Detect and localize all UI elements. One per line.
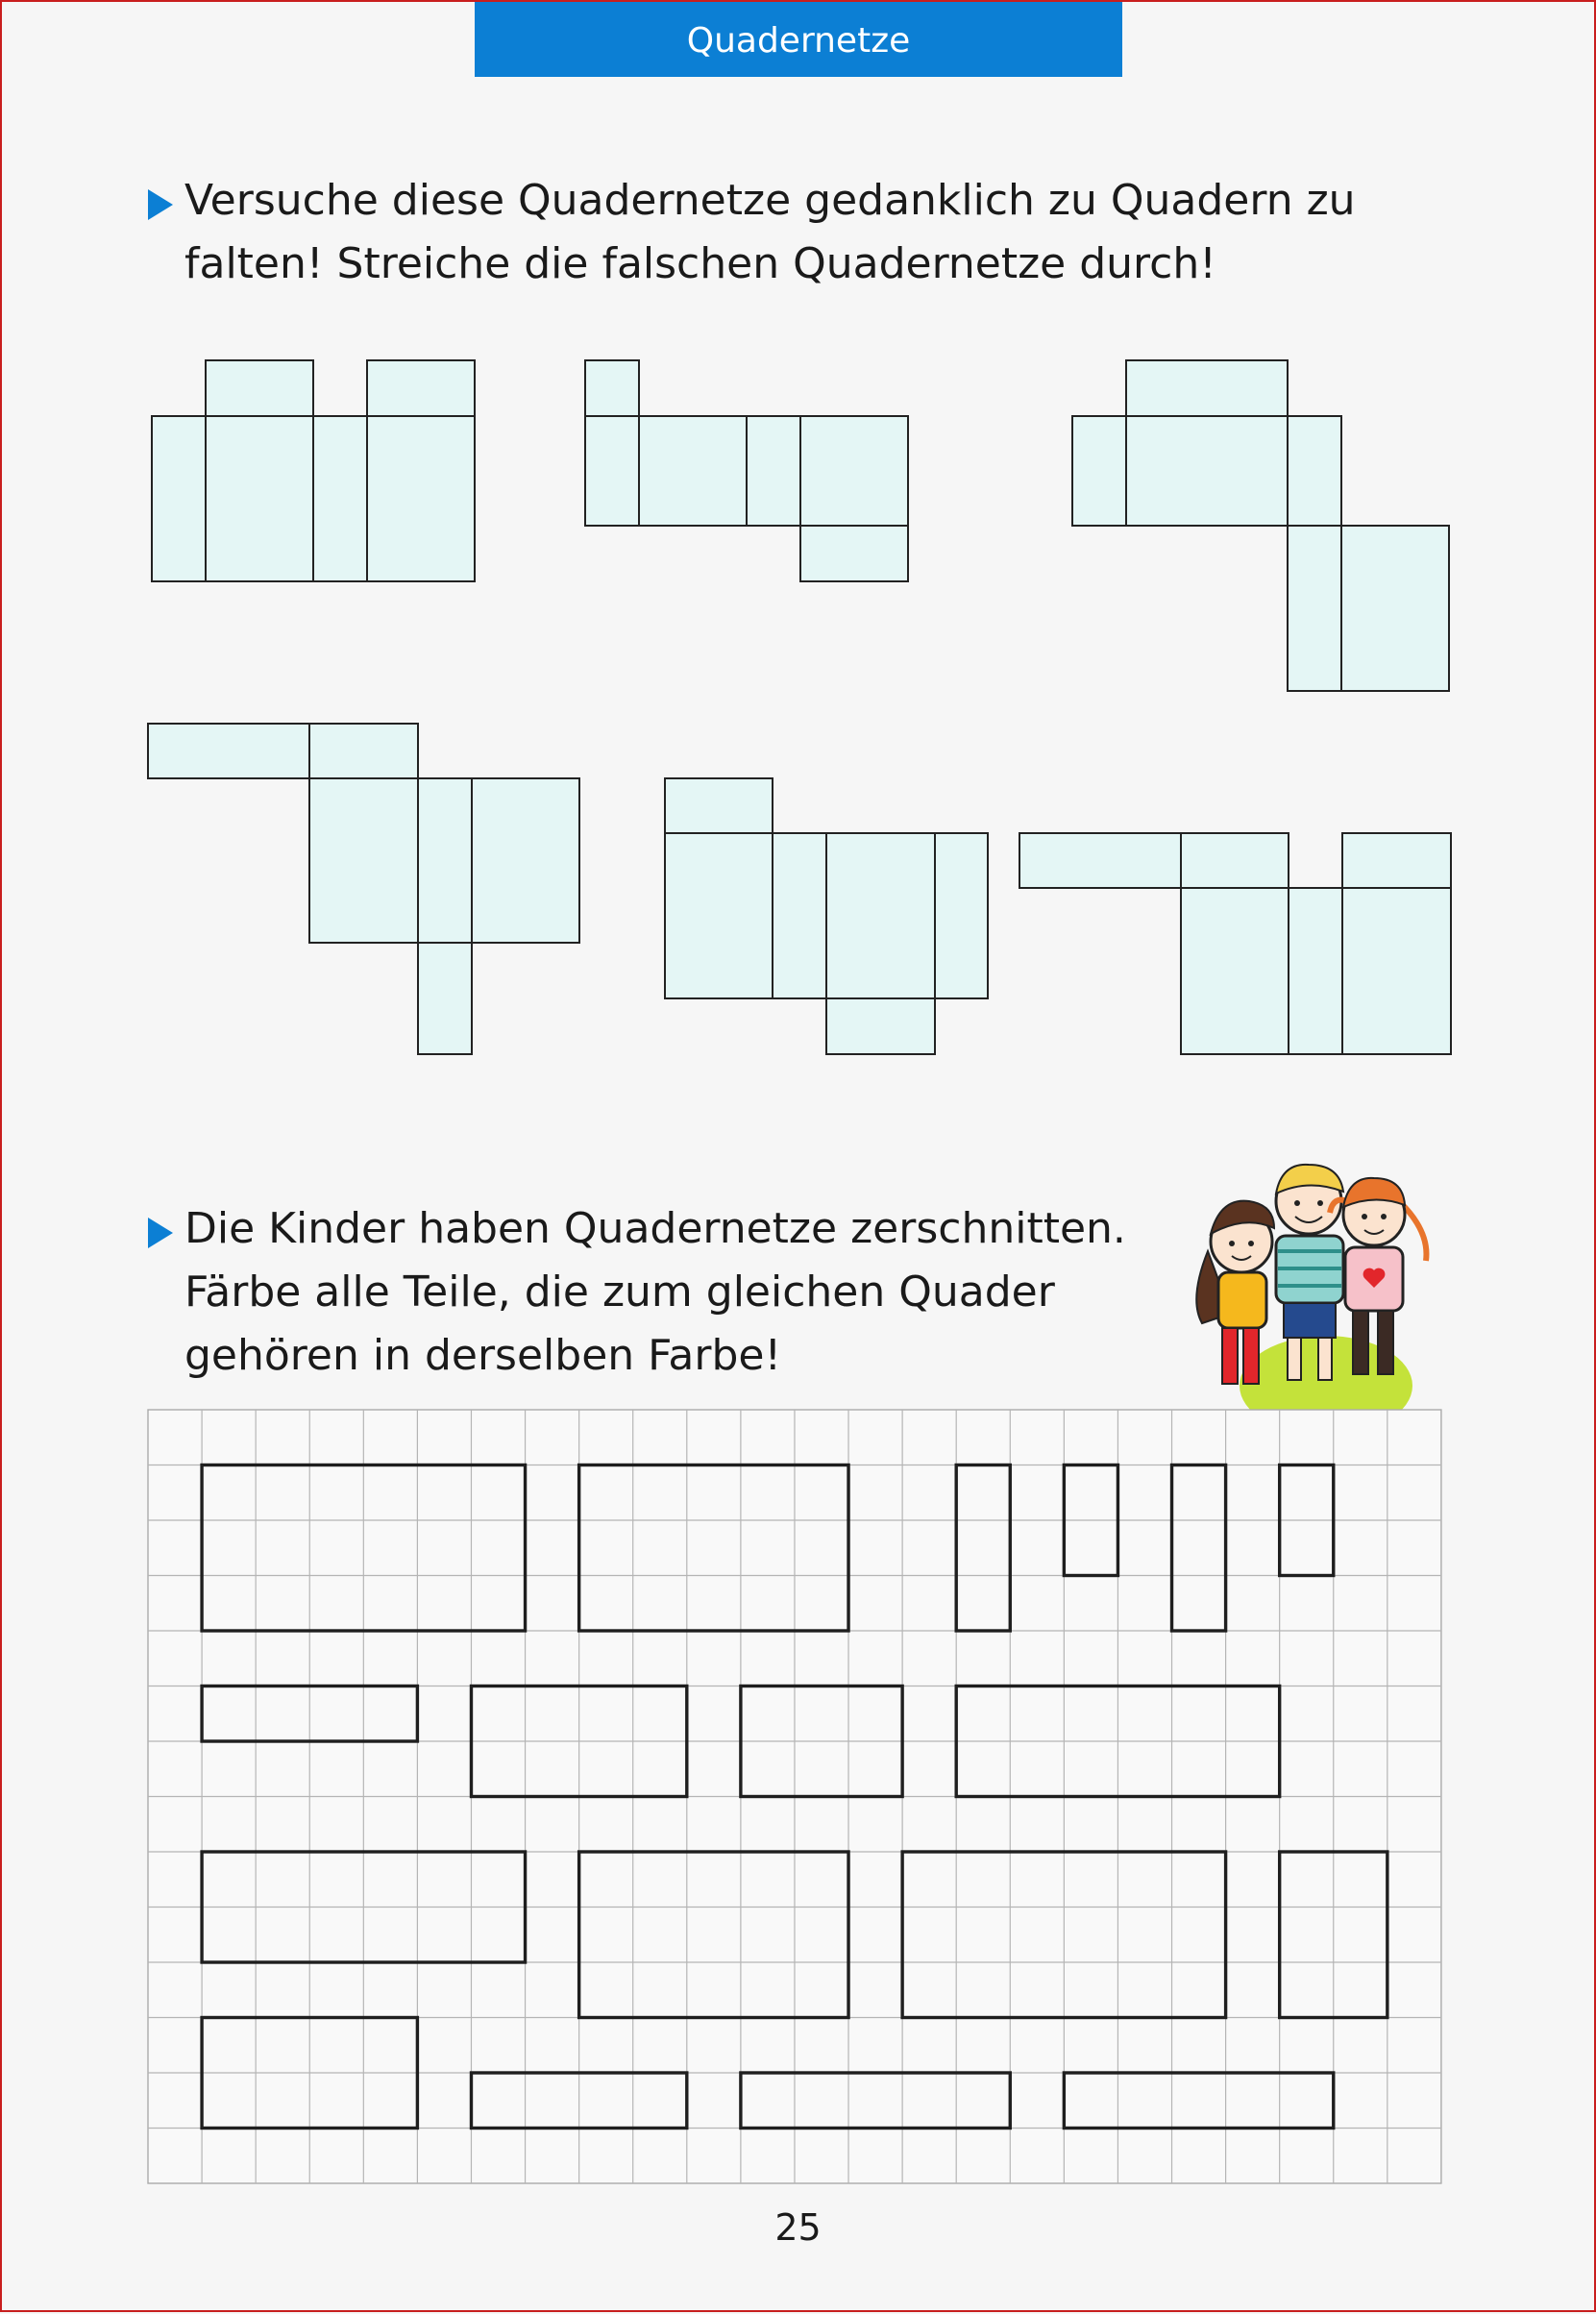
header-title: Quadernetze <box>686 21 911 61</box>
net-face <box>1019 833 1181 888</box>
net-face <box>418 943 472 1054</box>
square-grid <box>148 1410 1441 2183</box>
net-face <box>1342 888 1451 1054</box>
net-face <box>313 416 367 581</box>
net-face <box>935 833 988 998</box>
cuboid-net[interactable] <box>148 724 579 1054</box>
net-face <box>1126 360 1288 416</box>
net-piece[interactable] <box>471 2073 686 2129</box>
net-face <box>472 778 579 943</box>
net-face <box>418 778 472 943</box>
net-face <box>665 778 773 833</box>
net-face <box>367 360 475 416</box>
boy-middle <box>1276 1165 1343 1380</box>
cut-pieces <box>202 1465 1387 2129</box>
net-piece[interactable] <box>1280 1852 1387 2018</box>
net-piece[interactable] <box>579 1465 848 1632</box>
task-2-instruction <box>148 1197 1205 1388</box>
net-piece[interactable] <box>1280 1465 1334 1576</box>
net-face <box>206 360 313 416</box>
net-face <box>1341 526 1449 691</box>
girl-left <box>1196 1201 1274 1384</box>
net-face <box>1289 888 1342 1054</box>
net-face <box>639 416 747 526</box>
net-face <box>1072 416 1126 526</box>
net-piece[interactable] <box>902 1852 1225 2018</box>
task-1-line-1: Versuche diese Quadernetze gedanklich zu Quadern zu <box>184 176 1356 225</box>
net-face <box>309 724 418 778</box>
task-1-line-2: falten! Streiche die falschen Quadernetze durch! <box>184 239 1216 288</box>
girl-right <box>1330 1178 1426 1374</box>
net-face <box>665 833 773 998</box>
net-piece[interactable] <box>202 1465 525 1632</box>
task-2-line-1: Die Kinder haben Quadernetze zerschnitten. <box>184 1204 1126 1253</box>
net-piece[interactable] <box>1064 1465 1117 1576</box>
net-face <box>206 416 313 581</box>
net-face <box>152 416 206 581</box>
grid-background <box>148 1410 1441 2183</box>
net-piece[interactable] <box>202 1686 417 1742</box>
cuboid-net[interactable] <box>1072 360 1449 691</box>
net-face <box>747 416 800 526</box>
cuboid-net[interactable] <box>665 778 988 1054</box>
net-piece[interactable] <box>1172 1465 1226 1632</box>
cuboid-nets <box>2 2 1596 1107</box>
net-piece[interactable] <box>471 1686 686 1797</box>
net-face <box>800 416 908 526</box>
net-face <box>826 833 935 998</box>
net-face <box>1288 526 1341 691</box>
net-face <box>1181 833 1289 888</box>
triangle-bullet-icon <box>148 1218 173 1248</box>
net-face <box>800 526 908 581</box>
net-face <box>1288 416 1341 526</box>
task-2-line-3: gehören in derselben Farbe! <box>184 1331 782 1380</box>
net-piece[interactable] <box>1064 2073 1333 2129</box>
net-face <box>1342 833 1451 888</box>
net-piece[interactable] <box>956 1465 1010 1632</box>
net-face <box>309 778 418 943</box>
cuboid-net[interactable] <box>585 360 908 581</box>
cuboid-net[interactable] <box>152 360 475 581</box>
net-face <box>826 998 935 1054</box>
cuboid-net[interactable] <box>1019 833 1451 1054</box>
net-face <box>585 416 639 526</box>
net-face <box>1126 416 1288 526</box>
net-piece[interactable] <box>741 2073 1010 2129</box>
net-face <box>1181 888 1289 1054</box>
net-face <box>773 833 826 998</box>
net-piece[interactable] <box>579 1852 848 2018</box>
net-piece[interactable] <box>202 1852 525 1962</box>
net-piece[interactable] <box>956 1686 1279 1797</box>
grass-patch <box>1240 1336 1412 1436</box>
net-face <box>148 724 309 778</box>
net-face <box>585 360 639 416</box>
page-number: 25 <box>774 2206 822 2249</box>
task-2-line-2: Färbe alle Teile, die zum gleichen Quader <box>184 1268 1055 1317</box>
net-piece[interactable] <box>741 1686 902 1797</box>
net-face <box>367 416 475 581</box>
net-piece[interactable] <box>202 2018 417 2129</box>
